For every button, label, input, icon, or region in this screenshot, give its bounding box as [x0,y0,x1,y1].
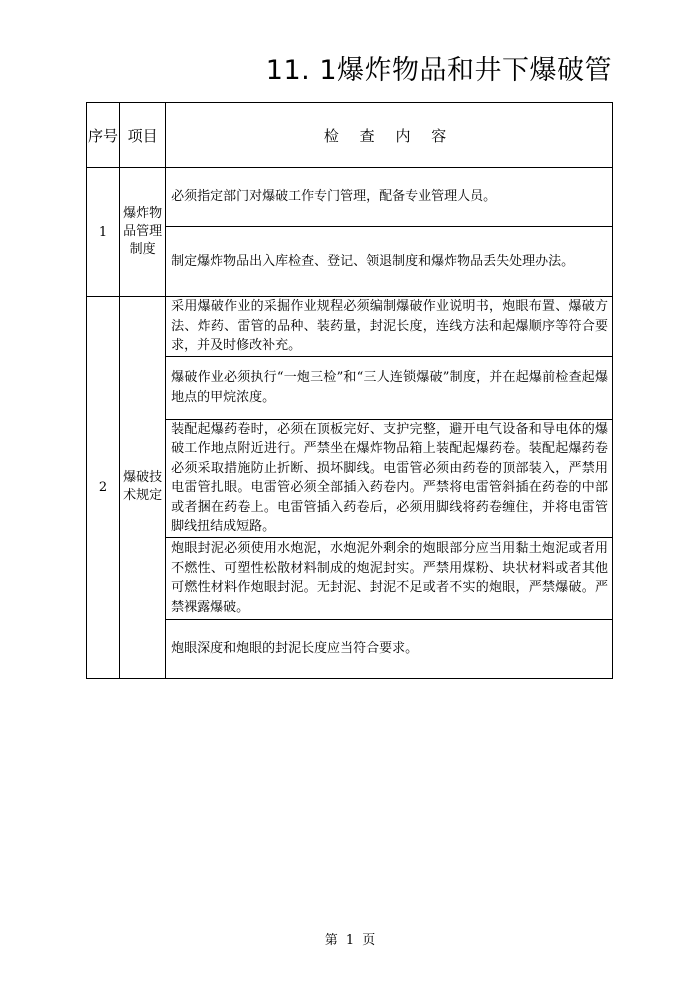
seq-cell: 1 [87,168,120,297]
content-cell: 爆破作业必须执行“一炮三检”和“三人连锁爆破”制度，并在起爆前检查起爆地点的甲烷浓度。 [166,356,613,419]
page-title: 11. 1爆炸物品和井下爆破管 [265,55,612,86]
content-cell: 采用爆破作业的采掘作业规程必须编制爆破作业说明书，炮眼布置、爆破方法、炸药、雷管的品种、装药量，封泥长度，连线方法和起爆顺序等符合要求，并及时修改补充。 [166,297,613,357]
content-cell: 必须指定部门对爆破工作专门管理，配备专业管理人员。 [166,168,613,227]
item-cell: 爆炸物品管理制度 [120,168,166,297]
table-header-row [87,103,613,168]
content-cell: 制定爆炸物品出入库检查、登记、领退制度和爆炸物品丢失处理办法。 [166,227,613,297]
header-item: 项目 [120,103,166,168]
table-row [87,537,613,619]
inspection-table [86,102,613,679]
content-cell: 装配起爆药卷时，必须在顶板完好、支护完整，避开电气设备和导电体的爆破工作地点附近进行。严禁坐在爆炸物品箱上装配起爆药卷。装配起爆药卷必须采取措施防止折断、损坏脚线。电雷管必须由药卷的顶部装入，严禁用电雷管扎眼。电雷管必须全部插入药卷内。严禁将电雷管斜插在药卷的中部或者捆在药卷上。电雷管插入药卷后，必须用脚线将药卷缠住，并将电雷管脚线扭结成短路。 [166,419,613,537]
table-row [87,356,613,419]
table-row [87,227,613,297]
item-cell: 爆破技术规定 [120,297,166,679]
header-content: 检 查 内 容 [166,103,613,168]
table-row [87,619,613,678]
content-cell: 炮眼封泥必须使用水炮泥，水炮泥外剩余的炮眼部分应当用黏土炮泥或者用不燃性、可塑性松散材料制成的炮泥封实。严禁用煤粉、块状材料或者其他可燃性材料作炮眼封泥。无封泥、封泥不足或者不实的炮眼，严禁爆破。严禁裸露爆破。 [166,537,613,619]
page-number: 第 1 页 [324,933,376,948]
content-cell: 炮眼深度和炮眼的封泥长度应当符合要求。 [166,619,613,678]
table-row [87,168,613,227]
header-seq: 序号 [87,103,120,168]
seq-cell: 2 [87,297,120,679]
table-row [87,297,613,357]
table-row [87,419,613,537]
